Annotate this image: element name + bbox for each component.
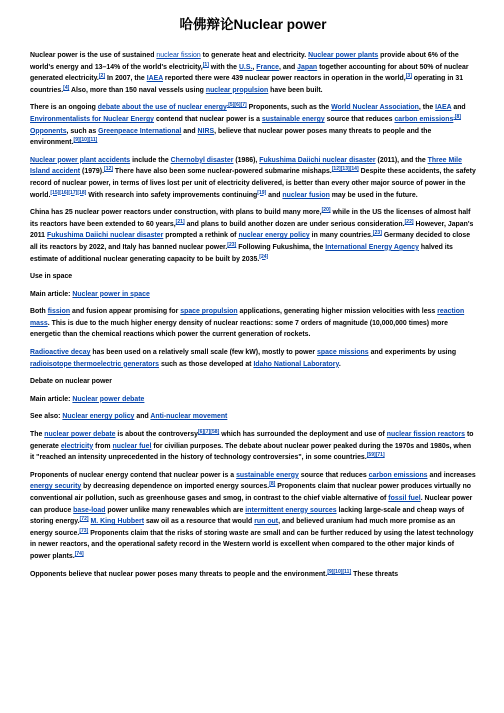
article-link[interactable]: IAEA — [435, 104, 452, 112]
page-title: 哈佛辩论Nuclear power — [179, 17, 327, 32]
citation-link[interactable]: [15][16][17][18] — [50, 189, 87, 196]
text-run: is about the controversy — [115, 431, 198, 439]
article-link[interactable]: space missions — [317, 349, 369, 357]
text-run: (2011), and the — [375, 156, 428, 164]
text-run: operating in 31 countries. — [30, 75, 464, 94]
citation-link[interactable]: [73] — [79, 527, 89, 534]
article-link[interactable]: electricity — [60, 442, 94, 450]
article-link[interactable]: nuclear fuel — [112, 442, 152, 450]
text-run: Germany decided to close all its reactors by 2022, and Italy has banned nuclear power. — [30, 232, 471, 251]
paragraph-construction — [30, 207, 476, 265]
text-run: There have also been some nuclear-powered submarine mishaps. — [113, 168, 332, 176]
text-run: and increases — [427, 471, 476, 479]
citation-link[interactable]: [19] — [257, 189, 267, 196]
citation-link[interactable]: [2] — [98, 73, 106, 80]
text-run: With research into safety improvements continuing — [86, 191, 258, 199]
text-run: Nuclear power — [30, 52, 78, 59]
article-link[interactable]: Idaho National Laboratory — [253, 360, 339, 368]
text-run: and fusion appear promising for — [70, 308, 181, 316]
text-run: with the — [208, 63, 239, 71]
text-run: by decreasing dependence on imported energy sources. — [81, 483, 270, 491]
article-link[interactable]: Fukushima Daiichi nuclear disaster — [46, 232, 164, 240]
article-link[interactable]: carbon emissions — [394, 115, 454, 123]
article-link[interactable]: base-load — [73, 506, 106, 514]
article-link[interactable]: Radioactive decay — [30, 349, 91, 357]
article-link[interactable]: U.S. — [238, 63, 253, 71]
citation-link[interactable]: [72] — [79, 516, 89, 523]
article-link[interactable]: sustainable energy — [261, 115, 325, 123]
article-link[interactable]: NIRS — [197, 127, 215, 135]
text-run: (1986), — [233, 156, 260, 164]
text-run: source that reduces — [298, 471, 369, 479]
text-run: Opponents believe that nuclear power poses many threats to people and the environment. — [30, 570, 328, 578]
text-run: , — [252, 63, 257, 71]
article-link[interactable]: M. King Hubbert — [90, 518, 145, 526]
text-run: provide about 6% of the world's energy and 13–14% of the world's electricity, — [30, 52, 459, 71]
text-run: saw oil as a resource that would — [144, 518, 255, 526]
text-run: , the — [418, 104, 436, 112]
text-run: is the use of sustained — [77, 52, 157, 59]
text-run: Also, more than 150 naval vessels using — [69, 86, 206, 94]
paragraph-space-propulsion — [30, 306, 476, 341]
text-run: There is an ongoing — [30, 104, 98, 112]
text-run: and — [134, 413, 151, 421]
see-also-debate — [30, 411, 476, 423]
text-run: See also: — [30, 413, 63, 421]
paragraph-proponents — [30, 470, 476, 563]
text-run: halved its estimate of additional nuclear generating capacity to be built by 2035. — [30, 243, 453, 263]
text-run: , believe that nuclear power poses many threats to people and the environment. — [30, 127, 432, 147]
article-link[interactable]: nuclear propulsion — [205, 86, 269, 94]
section-heading-space: Use in space — [30, 273, 73, 281]
text-run: . — [338, 360, 341, 368]
text-run: and plans to build another dozen are under serious consideration. — [184, 220, 405, 228]
text-run: , such as — [66, 127, 99, 135]
citation-link[interactable]: [74] — [74, 550, 84, 557]
paragraph-accidents — [30, 155, 476, 201]
article-link[interactable]: fission — [47, 308, 71, 316]
text-run: source that reduces — [324, 115, 395, 123]
text-run: which has surrounded the deployment and use of — [219, 431, 387, 439]
citation-link[interactable]: [1] — [202, 61, 209, 68]
article-link[interactable]: sustainable energy — [236, 471, 299, 479]
citation-link[interactable]: [9][10][11] — [73, 137, 98, 144]
text-run: Main article: — [30, 395, 73, 403]
citation-link[interactable]: .[8] — [453, 113, 461, 120]
text-run: . Nuclear power can produce — [30, 495, 473, 514]
article-link[interactable]: International Energy Agency — [325, 243, 419, 251]
citation-link[interactable]: [9][10][11] — [327, 568, 352, 575]
paragraph-debate-history — [30, 429, 476, 464]
article-link[interactable]: Nuclear power plant accidents — [30, 156, 131, 164]
article-link[interactable]: carbon emissions — [368, 471, 428, 479]
section-heading-debate: Debate on nuclear power — [30, 378, 112, 386]
citation-link[interactable]: .[5][6][7] — [226, 102, 247, 109]
article-link[interactable]: nuclear fusion — [282, 191, 330, 199]
article-link[interactable]: Fukushima Daiichi nuclear disaster — [259, 156, 376, 164]
article-link[interactable]: nuclear fission — [156, 52, 201, 59]
article-link[interactable]: Nuclear power in space — [72, 290, 150, 298]
text-run: applications, generating higher mission velocities with less — [237, 308, 438, 316]
text-run: Proponents of nuclear energy contend that nuclear power is a — [30, 471, 237, 479]
citation-link[interactable]: [23] — [372, 230, 382, 237]
text-run: Following Fukushima, the — [236, 243, 326, 251]
article-link[interactable]: debate about the use of nuclear energy — [97, 104, 227, 112]
text-run: for civilian purposes. The debate about nuclear power peaked during the 1970s and 1980s, when it "reached an intensity unprecedented in the history of technology controversies", in some countries. — [30, 442, 472, 462]
citation-link[interactable]: [24] — [259, 253, 269, 260]
paragraph-intro — [30, 50, 476, 96]
article-link[interactable]: IAEA — [146, 75, 163, 83]
text-run: to generate — [30, 431, 474, 450]
text-run: include the — [130, 156, 171, 164]
text-run: have been built. — [268, 86, 323, 94]
article-link[interactable]: Chernobyl disaster — [170, 156, 234, 164]
citation-link[interactable]: [21] — [175, 218, 185, 225]
text-run: has been used on a relatively small scale (few kW), mostly to power — [90, 349, 318, 357]
article-link[interactable]: Opponents — [30, 127, 67, 135]
text-run: from — [93, 442, 113, 450]
paragraph-debate-summary — [30, 102, 476, 148]
text-run: However, Japan's 2011 — [30, 220, 474, 240]
text-run: and — [451, 104, 466, 112]
text-run: contend that nuclear power is a — [154, 115, 262, 123]
text-run: The — [30, 431, 45, 439]
citation-link[interactable]: [8] — [269, 481, 276, 488]
citation-link[interactable]: [4] — [63, 84, 70, 91]
article-link[interactable]: energy security — [30, 483, 82, 491]
text-run: , and — [279, 63, 298, 71]
article-link[interactable]: Japan — [297, 63, 318, 71]
main-article-debate — [30, 394, 476, 406]
text-run: Proponents claim that the risks of storing waste are small and can be further reduced by using the latest technology in newer reactors, and the operational safety record in the Western world is excellent when compared to the other major kinds of power plants. — [30, 529, 474, 560]
text-run: to generate heat and electricity. — [200, 52, 309, 59]
text-run: In 2007, the — [105, 75, 147, 83]
text-run: Despite these accidents, the safety record of nuclear power, in terms of lives lost per unit of electricity delivered, is better than every other major source of power in the world. — [30, 168, 476, 199]
text-run: power unlike many renewables which are — [105, 506, 246, 514]
article-link[interactable]: reaction mass — [30, 308, 465, 327]
text-run: while in the US the licenses of almost half its reactors have been extended to 60 years, — [30, 209, 471, 228]
article-link[interactable]: intermittent energy sources — [245, 506, 337, 514]
article-link[interactable]: nuclear energy policy — [238, 232, 310, 240]
article-link[interactable]: nuclear power debate — [44, 431, 116, 439]
main-article-space — [30, 289, 476, 301]
citation-link[interactable]: [12][13][14] — [331, 166, 359, 173]
article-link[interactable]: Environmentalists for Nuclear Energy — [30, 115, 155, 123]
text-run: Main article: — [30, 290, 73, 298]
text-run: (1979). — [80, 168, 105, 176]
text-run: may be used in the future. — [329, 191, 418, 199]
article-link[interactable]: space propulsion — [180, 308, 238, 316]
citation-link[interactable]: [20] — [321, 207, 331, 214]
text-run: Proponents, such as the — [246, 104, 332, 112]
text-run: Both — [30, 308, 48, 316]
text-run: lacking large-scale and cheap ways of storing energy. — [30, 506, 465, 526]
article-link[interactable]: Nuclear energy policy — [62, 413, 135, 421]
citation-link[interactable]: [22] — [404, 218, 414, 225]
text-run: and — [266, 191, 283, 199]
article-link[interactable]: France — [256, 63, 280, 71]
text-run: such as those developed at — [159, 360, 254, 368]
article-link[interactable]: Nuclear power debate — [72, 395, 145, 403]
article-link[interactable]: run out — [254, 518, 279, 526]
article-link[interactable]: World Nuclear Association — [331, 104, 419, 112]
article-link[interactable]: fossil fuel — [388, 495, 421, 502]
text-run: These threats — [351, 570, 399, 578]
text-run: and experiments by using — [368, 349, 457, 357]
article-link[interactable]: nuclear fission reactors — [386, 431, 466, 439]
text-run: reported there were 439 nuclear power reactors in operation in the world, — [162, 75, 406, 83]
article-link[interactable]: Nuclear power plants — [308, 52, 379, 59]
text-run: China has 25 nuclear power reactors under construction, with plans to build many more, — [30, 209, 322, 217]
text-run: Proponents claim that nuclear power produces virtually no conventional air pollution, such as greenhouse gases and smog, in contrast to the chief viable alternative of — [30, 483, 472, 502]
article-link[interactable]: Greenpeace International — [98, 127, 182, 135]
citation-link[interactable]: [6][7][58] — [197, 429, 220, 436]
text-run: in many countries. — [309, 232, 373, 240]
article-link[interactable]: radioisotope thermoelectric generators — [30, 360, 160, 368]
text-run: together accounting for about 50% of nuclear generated electricity. — [30, 63, 469, 83]
citation-link[interactable]: [12] — [104, 166, 113, 173]
paragraph-opponents — [30, 569, 476, 581]
text-run: , and believed uranium had much more promise as an energy source. — [30, 518, 456, 537]
citation-link[interactable]: [23] — [227, 241, 237, 248]
citation-link[interactable]: [3] — [405, 73, 412, 80]
text-run: prompted a rethink of — [163, 232, 239, 240]
paragraph-radioactive-decay — [30, 347, 476, 370]
article-link[interactable]: Anti-nuclear movement — [150, 413, 228, 421]
article-link[interactable]: Three Mile Island accident — [30, 156, 462, 176]
citation-link[interactable]: [59][71] — [366, 452, 385, 459]
text-run: . This is due to the much higher energy density of nuclear reactions: some 7 orders of magnitude (10,000,000 times) more energetic than the chemical reactions which power the current generation of rockets. — [30, 319, 448, 339]
text-run: and — [181, 127, 198, 135]
